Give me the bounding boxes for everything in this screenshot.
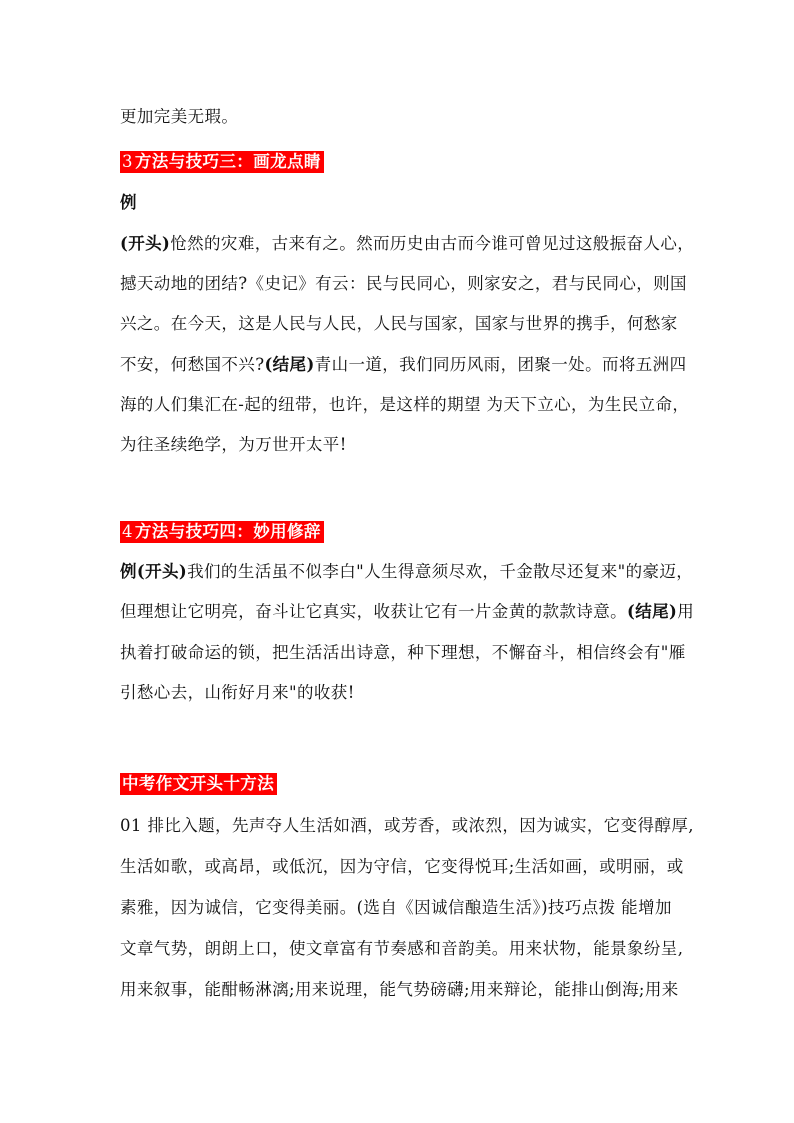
text-line <box>120 560 693 584</box>
text-line <box>120 855 684 879</box>
text: 青山一道，我们同历风雨，团聚一处。而将五洲四 <box>314 355 687 374</box>
heading-title: 方法与技巧四：妙用修辞 <box>134 522 321 541</box>
text-line <box>120 978 679 1002</box>
text-line <box>120 272 687 296</box>
example-label <box>120 191 137 215</box>
example-label-text: 例 <box>120 193 137 212</box>
text: 素雅，因为诚信，它变得美丽。(选自《因诚信酿造生活》)技巧点拨 能增加 <box>120 898 672 917</box>
heading-highlight <box>120 773 277 795</box>
text-line <box>120 641 686 665</box>
section-heading-5 <box>120 772 277 796</box>
example-opening-label: 例(开头) <box>120 562 188 581</box>
text: 兴之。在今天，这是人民与人民，人民与国家，国家与世界的携手，何愁家 <box>120 314 678 333</box>
text-line <box>120 600 694 624</box>
text: 引愁心去，山衔好月来"的收获! <box>120 683 355 702</box>
opening-label: (开头) <box>120 234 171 253</box>
heading-title: 中考作文开头十方法 <box>122 774 275 793</box>
text-line <box>120 937 683 961</box>
text: 更加完美无瑕。 <box>120 107 239 126</box>
section-heading-3 <box>120 150 324 174</box>
text: 生活如歌，或高昂，或低沉，因为守信，它变得悦耳;生活如画，或明丽，或 <box>120 857 684 876</box>
heading-highlight <box>120 521 324 543</box>
text: 为往圣续绝学，为万世开太平! <box>120 435 347 454</box>
heading-title: 方法与技巧三：画龙点睛 <box>134 152 321 171</box>
text: 01 排比入题，先声夺人生活如酒，或芳香，或浓烈，因为诚实，它变得醇厚, <box>120 816 694 835</box>
heading-number: 3 <box>122 152 133 171</box>
text-line <box>120 681 355 705</box>
text-line <box>120 232 694 256</box>
text-line <box>120 896 672 920</box>
text: 撼天动地的团结?《史记》有云：民与民同心，则家安之，君与民同心，则国 <box>120 274 687 293</box>
text: 用来叙事，能酣畅淋漓;用来说理，能气势磅礴;用来辩论，能排山倒海;用来 <box>120 980 679 999</box>
ending-label: (结尾) <box>264 355 315 374</box>
ending-label: (结尾) <box>627 602 678 621</box>
text-line <box>120 433 347 457</box>
text: 用 <box>677 602 695 621</box>
section-heading-4 <box>120 520 324 544</box>
text-line <box>120 105 238 129</box>
text: 怆然的灾难，古来有之。然而历史由古而今谁可曾见过这般振奋人心， <box>170 234 695 253</box>
text-line <box>120 312 678 336</box>
text: 执着打破命运的锁，把生活活出诗意，种下理想，不懈奋斗，相信终会有"雁 <box>120 643 686 662</box>
text: 不安，何愁国不兴? <box>120 355 265 374</box>
text: 但理想让它明亮，奋斗让它真实，收获让它有一片金黄的款款诗意。 <box>120 602 627 621</box>
text-line <box>120 814 694 838</box>
heading-number: 4 <box>122 522 133 541</box>
text-line <box>120 393 689 417</box>
heading-highlight <box>120 151 324 173</box>
text: 海的人们集汇在-起的纽带，也许，是这样的期望 为天下立心，为生民立命， <box>120 395 690 414</box>
text: 文章气势，朗朗上口，使文章富有节奏感和音韵美。用来状物，能景象纷呈, <box>120 939 684 958</box>
text: 我们的生活虽不似李白"人生得意须尽欢，千金散尽还复来"的豪迈， <box>187 562 694 581</box>
text-line <box>120 353 686 377</box>
